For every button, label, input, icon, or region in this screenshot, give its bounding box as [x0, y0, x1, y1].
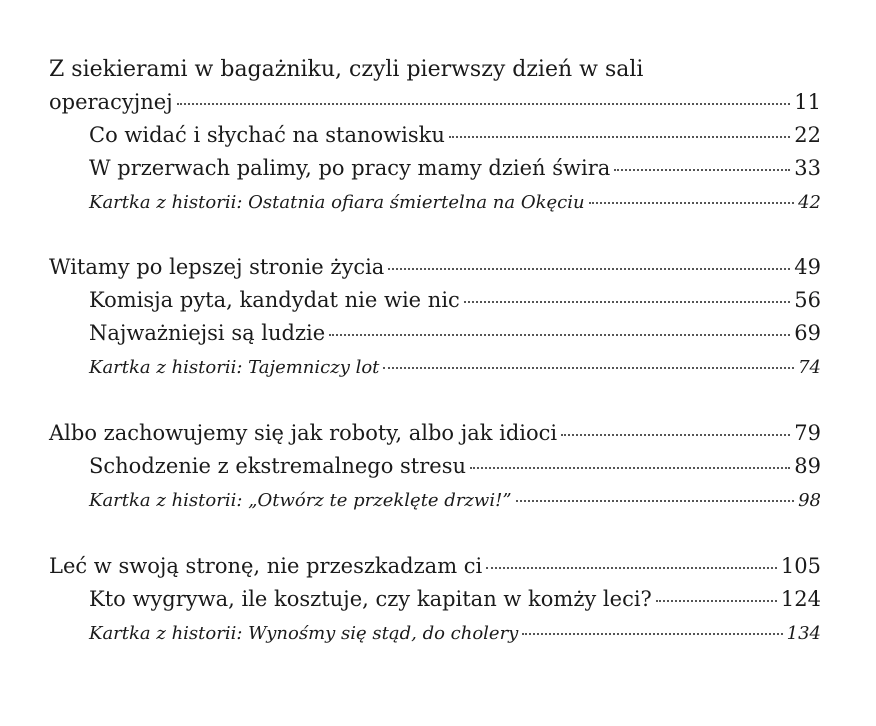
dot-leader — [329, 334, 790, 336]
dot-leader — [388, 268, 790, 270]
toc-subsection-entry[interactable] — [49, 317, 821, 350]
table-of-contents — [49, 53, 821, 651]
section-spacer — [49, 220, 821, 251]
page-number: 69 — [794, 321, 821, 345]
section-spacer — [49, 385, 821, 417]
section-spacer — [49, 518, 821, 550]
toc-subsection-entry[interactable] — [49, 450, 821, 483]
toc-subsection-entry[interactable] — [49, 152, 821, 185]
toc-chapter-entry[interactable] — [49, 86, 821, 119]
page-number: 89 — [794, 454, 821, 478]
page-number: 134 — [786, 623, 821, 644]
page-number: 74 — [798, 357, 821, 378]
toc-chapter-entry[interactable] — [49, 251, 821, 284]
page-number: 33 — [794, 156, 821, 180]
chapter-title: Leć w swoją stronę, nie przeszkadzam ci — [49, 554, 483, 578]
chapter-title: Z siekierami w bagażniku, czyli pierwszy dzień w sali — [49, 57, 644, 82]
dot-leader — [464, 301, 790, 303]
dot-leader — [656, 600, 777, 602]
toc-chapter-entry[interactable] — [49, 550, 821, 583]
subsection-title: Kto wygrywa, ile kosztuje, czy kapitan w komży leci? — [89, 587, 652, 611]
page-number: 42 — [798, 192, 821, 213]
page-number: 79 — [794, 421, 821, 445]
toc-history-entry[interactable] — [49, 483, 821, 518]
chapter-title-continued: operacyjnej — [49, 90, 173, 114]
toc-history-entry[interactable] — [49, 616, 821, 651]
dot-leader — [486, 567, 777, 569]
history-title: Kartka z historii: Ostatnia ofiara śmiertelna na Okęciu — [89, 192, 585, 213]
history-title: Kartka z historii: Wynośmy się stąd, do cholery — [89, 623, 519, 644]
toc-chapter-entry[interactable] — [49, 417, 821, 450]
history-title: Kartka z historii: Tajemniczy lot — [89, 357, 380, 378]
toc-history-entry[interactable] — [49, 350, 821, 385]
subsection-title: W przerwach palimy, po pracy mamy dzień świra — [89, 156, 611, 180]
toc-subsection-entry[interactable] — [49, 119, 821, 152]
page-number: 22 — [794, 123, 821, 147]
page-number: 98 — [798, 490, 821, 511]
chapter-title: Witamy po lepszej stronie życia — [49, 255, 385, 279]
dot-leader — [561, 434, 790, 436]
subsection-title: Komisja pyta, kandydat nie wie nic — [89, 288, 460, 312]
dot-leader — [516, 500, 795, 502]
dot-leader — [614, 169, 790, 171]
subsection-title: Co widać i słychać na stanowisku — [89, 123, 445, 147]
dot-leader — [589, 202, 795, 204]
toc-subsection-entry[interactable] — [49, 284, 821, 317]
dot-leader — [522, 633, 782, 635]
page-number: 105 — [780, 554, 821, 578]
dot-leader — [383, 367, 794, 369]
page-number: 56 — [794, 288, 821, 312]
toc-history-entry[interactable] — [49, 185, 821, 220]
history-title: Kartka z historii: „Otwórz te przeklęte drzwi!” — [89, 490, 512, 511]
dot-leader — [470, 467, 790, 469]
chapter-title-line1 — [49, 53, 821, 86]
subsection-title: Najważniejsi są ludzie — [89, 321, 326, 345]
page-number: 49 — [794, 255, 821, 279]
page-number: 124 — [780, 587, 821, 611]
dot-leader — [177, 103, 791, 105]
toc-subsection-entry[interactable] — [49, 583, 821, 616]
subsection-title: Schodzenie z ekstremalnego stresu — [89, 454, 467, 478]
dot-leader — [449, 136, 790, 138]
chapter-title: Albo zachowujemy się jak roboty, albo jak idioci — [49, 421, 558, 445]
page-number: 11 — [794, 90, 821, 114]
